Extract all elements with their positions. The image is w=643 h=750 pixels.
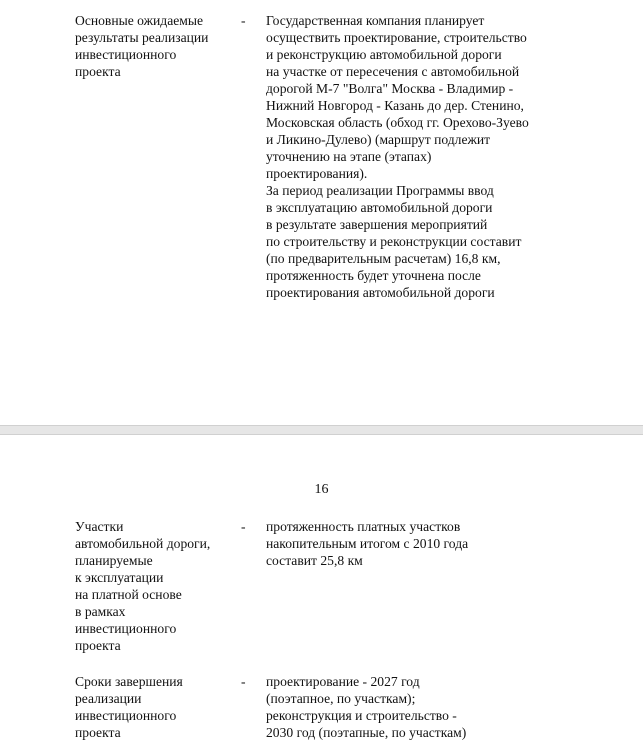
row-dash: - <box>241 13 246 28</box>
row-dash: - <box>241 519 246 534</box>
completion-dates-label: Сроки завершения реализации инвестиционного проекта <box>75 674 183 740</box>
page-number: 16 <box>314 482 329 497</box>
page-break <box>0 425 643 435</box>
toll-sections-text: протяженность платных участков накопительным итогом с 2010 года составит 25,8 км <box>266 519 469 568</box>
expected-results-label: Основные ожидаемые результаты реализации инвестиционного проекта <box>75 13 209 79</box>
expected-results-text: Государственная компания планирует осуществить проектирование, строительство и реконструкцию автомобильной дороги на участке от пересечения с автомобильной дорогой М-7 "Волга" Москва - Владимир - Нижний Новгород - Казань до дер. Стенино, Московская область (обход гг. Орехово-Зуево и Ликино-Дулево) (маршрут подлежит уточнению на этапе (этапах) проектирования). За период реализации Программы ввод в эксплуатацию автомобильной дороги в результате завершения мероприятий по строительству и реконструкции составит (по предварительным расчетам) 16,8 км, протяженность будет уточнена после проектирования автомобильной дороги <box>266 13 529 300</box>
row-dash: - <box>241 674 246 689</box>
page-lower <box>0 435 643 750</box>
toll-sections-label: Участки автомобильной дороги, планируемые к эксплуатации на платной основе в рамках инвестиционного проекта <box>75 519 211 653</box>
completion-dates-text: проектирование - 2027 год (поэтапное, по участкам); реконструкция и строительство - 2030 год (поэтапные, по участкам) <box>266 674 467 740</box>
